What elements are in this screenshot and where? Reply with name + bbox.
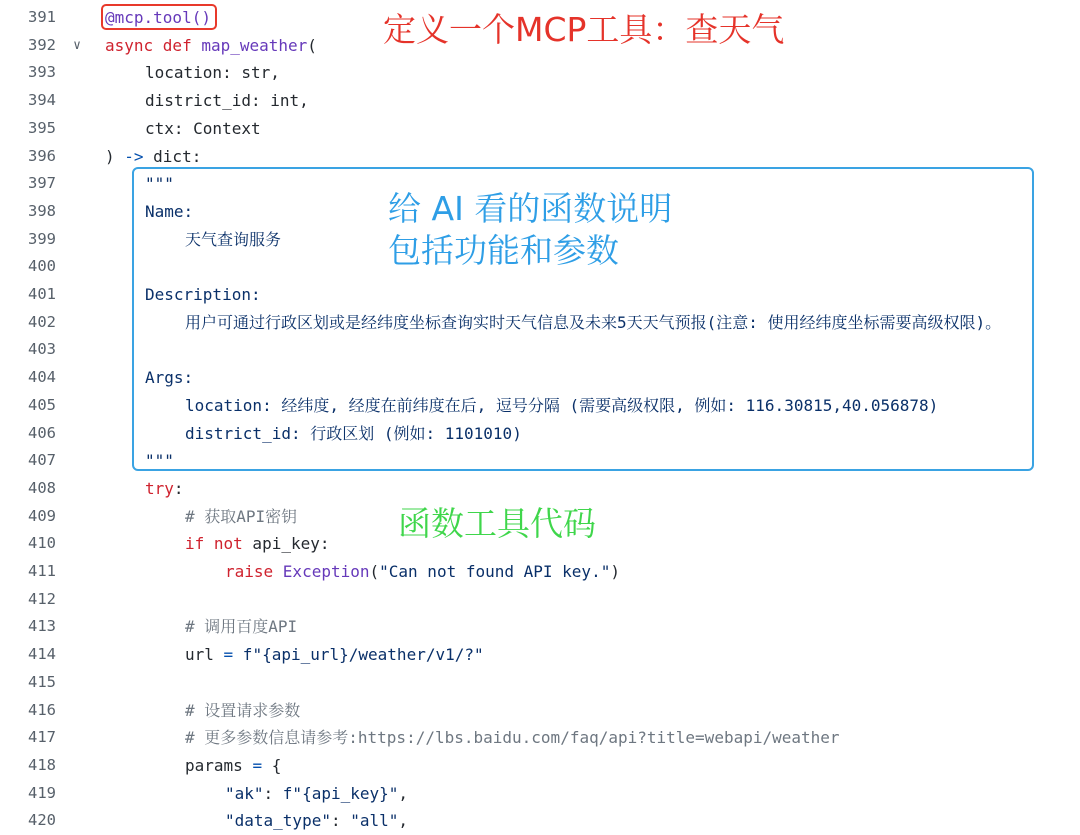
code-line xyxy=(0,641,1080,669)
line-number: 402 xyxy=(28,312,56,331)
code-line xyxy=(0,669,1080,697)
decorator-annotation: 定义一个MCP工具：查天气 xyxy=(383,10,785,49)
code-token: ) xyxy=(610,562,620,581)
line-number: 412 xyxy=(28,589,56,608)
code-token: if not xyxy=(185,534,243,554)
code-text xyxy=(185,752,281,780)
code-text xyxy=(185,724,840,752)
code-line xyxy=(0,807,1080,835)
line-number: 416 xyxy=(28,700,56,719)
code-token: # 更多参数信息请参考:https://lbs.baidu.com/faq/api?title=webapi/weather xyxy=(185,728,840,748)
line-number: 417 xyxy=(28,728,56,747)
code-token: url xyxy=(185,645,224,665)
code-text xyxy=(185,613,297,641)
line-number: 398 xyxy=(28,201,56,220)
code-text xyxy=(185,530,330,558)
line-number: 407 xyxy=(28,451,56,470)
docstring-annotation-line1: 给 AI 看的函数说明 xyxy=(388,189,673,228)
code-token: = xyxy=(223,645,234,665)
code-token: "Can not found API key." xyxy=(379,562,611,581)
code-token: ctx: Context xyxy=(145,118,261,138)
code-token: { xyxy=(262,755,282,775)
code-line xyxy=(0,752,1080,780)
code-token: ) xyxy=(105,146,125,166)
line-number: 400 xyxy=(28,257,56,276)
line-number: 420 xyxy=(28,811,56,830)
code-line xyxy=(0,87,1080,115)
line-number: 419 xyxy=(28,783,56,802)
code-text xyxy=(145,87,309,115)
code-token: # 设置请求参数 xyxy=(185,700,301,720)
code-token: Exception xyxy=(282,562,370,581)
code-token: params xyxy=(185,755,253,775)
code-text xyxy=(185,503,297,531)
code-line xyxy=(0,780,1080,808)
code-token: "ak" xyxy=(225,783,264,803)
line-number: 403 xyxy=(28,340,56,359)
docstring-annotation-line2: 包括功能和参数 xyxy=(388,231,619,270)
code-token: Description: xyxy=(145,285,261,304)
code-token: Args: xyxy=(145,368,194,388)
code-token: async def xyxy=(105,35,202,55)
code-line xyxy=(0,613,1080,641)
code-token: : xyxy=(173,478,184,498)
code-token: # 获取API密钥 xyxy=(185,506,298,526)
code-token: f"{api_key}" xyxy=(282,783,399,803)
line-number: 396 xyxy=(28,146,56,165)
code-text xyxy=(225,807,408,835)
code-token: try xyxy=(145,478,174,498)
decorator-highlight-box xyxy=(101,4,217,30)
line-number: 415 xyxy=(28,672,56,691)
code-line xyxy=(0,558,1080,586)
code-text xyxy=(105,32,317,60)
line-number: 394 xyxy=(28,91,56,110)
code-token: @mcp.tool() xyxy=(105,8,211,27)
line-number: 399 xyxy=(28,229,56,248)
line-number: 409 xyxy=(28,506,56,525)
line-number: 401 xyxy=(28,285,56,303)
code-annotation: 函数工具代码 xyxy=(398,504,596,543)
code-token: f"{api_url}/weather/v1/?" xyxy=(233,645,484,665)
code-token: = xyxy=(252,755,263,775)
code-line xyxy=(0,586,1080,614)
code-token: district_id: int, xyxy=(145,91,309,111)
code-line xyxy=(0,697,1080,725)
line-number: 418 xyxy=(28,755,56,774)
code-token: , xyxy=(398,783,409,803)
code-text xyxy=(145,59,280,87)
code-text xyxy=(185,697,300,725)
code-line xyxy=(0,59,1080,87)
code-token: Name: xyxy=(145,201,194,221)
code-token: api_key: xyxy=(242,534,330,554)
docstring-annotation xyxy=(388,188,672,272)
code-text xyxy=(225,780,408,808)
code-token: ( xyxy=(369,562,380,581)
line-number: 414 xyxy=(28,645,56,664)
code-text xyxy=(145,115,261,143)
code-token: 天气查询服务 xyxy=(185,229,282,249)
line-number: 392 xyxy=(28,35,56,54)
code-token: # 调用百度API xyxy=(185,617,298,637)
code-token: raise xyxy=(225,562,283,581)
code-token: : xyxy=(263,783,283,803)
line-number: 408 xyxy=(28,478,56,497)
line-number: 410 xyxy=(28,534,56,553)
code-token: district_id: 行政区划 (例如: 1101010) xyxy=(185,423,522,443)
code-text xyxy=(145,475,184,503)
code-token: map_weather xyxy=(201,35,308,55)
code-token: , xyxy=(398,811,409,831)
code-token: ( xyxy=(307,35,317,55)
code-token: "all" xyxy=(350,811,399,831)
code-line xyxy=(0,115,1080,143)
code-token: dict: xyxy=(143,146,202,166)
code-token: """ xyxy=(145,174,174,194)
code-token: 用户可通过行政区划或是经纬度坐标查询实时天气信息及未来5天天气预报(注意: 使用经纬度坐标需要高级权限)。 xyxy=(185,312,1002,332)
line-number: 391 xyxy=(28,8,56,26)
line-number: 397 xyxy=(28,174,56,193)
code-token: "data_type" xyxy=(225,811,331,831)
code-token: : xyxy=(330,811,351,831)
code-token: location: 经纬度, 经度在前纬度在后, 逗号分隔 (需要高级权限, 例如: 116.30815,40.056878) xyxy=(185,395,939,415)
code-line xyxy=(0,724,1080,752)
line-number: 405 xyxy=(28,395,56,414)
code-token: -> xyxy=(124,146,144,166)
line-number: 395 xyxy=(28,118,56,137)
code-text xyxy=(225,558,620,586)
line-number: 411 xyxy=(28,562,56,580)
code-token: location: str, xyxy=(145,63,280,83)
line-number: 404 xyxy=(28,368,56,387)
line-number: 406 xyxy=(28,423,56,442)
code-text xyxy=(185,641,484,669)
line-number: 413 xyxy=(28,617,56,636)
code-token: """ xyxy=(145,451,174,471)
chevron-down-icon[interactable]: ∨ xyxy=(73,37,81,53)
line-number: 393 xyxy=(28,63,56,82)
